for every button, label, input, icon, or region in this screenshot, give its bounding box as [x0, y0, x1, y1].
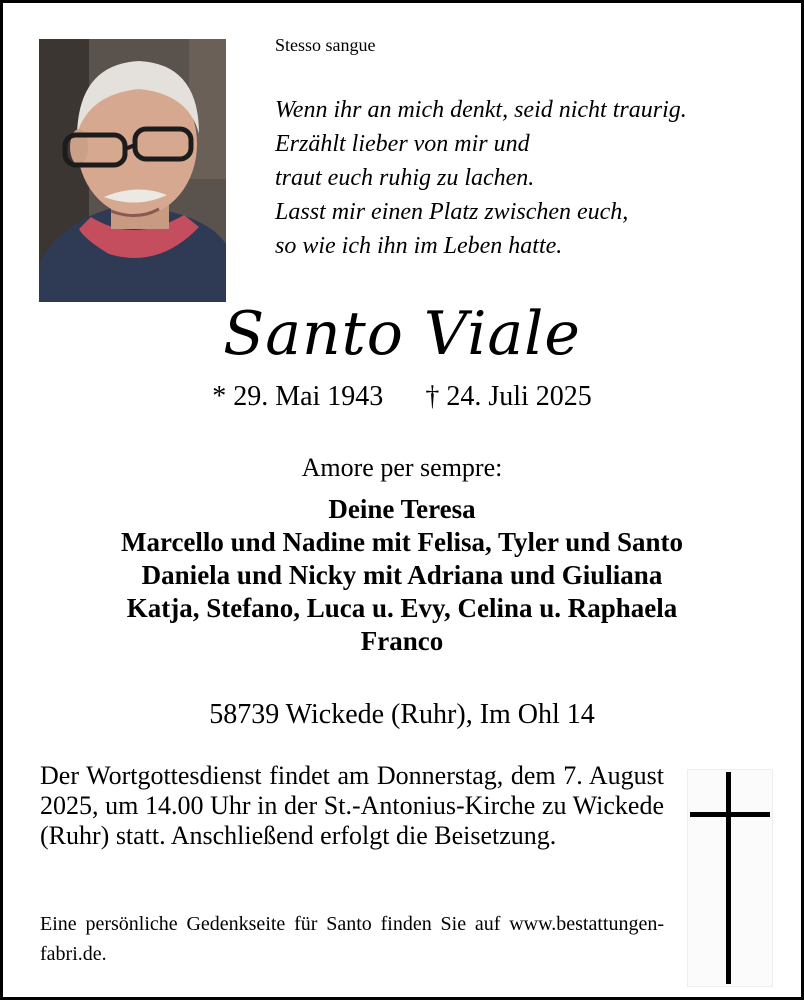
poem-line: Wenn ihr an mich denkt, seid nicht traurig. [275, 97, 687, 123]
poem-line: Erzählt lieber von mir und [275, 131, 530, 157]
portrait-illustration [39, 39, 226, 302]
service-info: Der Wortgottesdienst findet am Donnerstag, dem 7. August 2025, um 14.00 Uhr in der St.-Antonius-Kirche zu Wickede (Ruhr) statt. Anschließend erfolgt die Beisetzung. [40, 761, 664, 850]
mourner-line: Daniela und Nicky mit Adriana und Giuliana [141, 560, 663, 590]
memorial-info: Eine persönliche Gedenkseite für Santo finden Sie auf www.bestattungen-fabri.de. [40, 913, 664, 965]
mourner-line: Franco [360, 626, 444, 656]
mourner-line: Katja, Stefano, Luca u. Evy, Celina u. Raphaela [126, 593, 678, 623]
mourner-line: Deine Teresa [328, 494, 476, 524]
portrait-photo [39, 39, 226, 302]
cross-box [687, 769, 773, 987]
poem-line: traut euch ruhig zu lachen. [275, 165, 535, 191]
death-date: 24. Juli 2025 [446, 381, 592, 412]
death-symbol: † [425, 381, 440, 412]
deceased-name: Santo Viale [223, 299, 581, 369]
poem [275, 93, 687, 263]
mourners-intro: Amore per sempre: [301, 453, 503, 482]
birth-symbol: * [212, 381, 227, 412]
mourners-list [3, 493, 801, 658]
cross-icon [688, 770, 772, 986]
poem-line: so wie ich ihn im Leben hatte. [275, 233, 563, 259]
address: 58739 Wickede (Ruhr), Im Ohl 14 [209, 699, 595, 730]
birth-date: 29. Mai 1943 [233, 381, 384, 412]
life-dates [3, 381, 801, 413]
mourner-line: Marcello und Nadine mit Felisa, Tyler und Santo [120, 527, 684, 557]
subtitle: Stesso sangue [275, 35, 376, 55]
poem-line: Lasst mir einen Platz zwischen euch, [275, 199, 629, 225]
